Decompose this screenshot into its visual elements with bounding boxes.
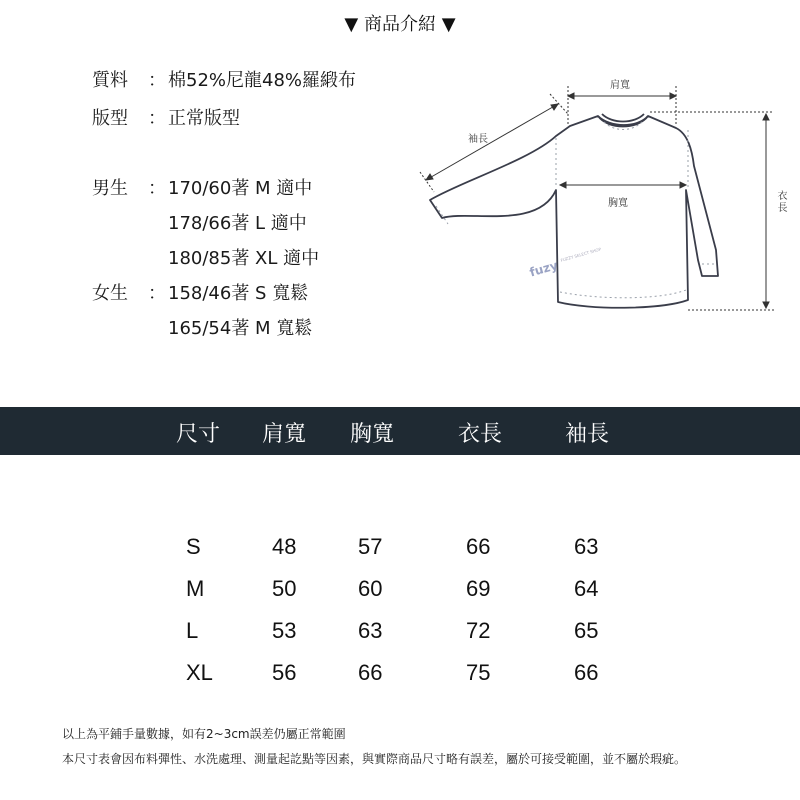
hem-line (560, 290, 686, 298)
table-cell: XL (186, 660, 213, 685)
table-cell: 60 (358, 576, 383, 601)
table-cell: 50 (272, 576, 297, 601)
garment-diagram (410, 70, 790, 330)
fit-value: 正常版型 (168, 108, 240, 129)
arrow-icon (551, 104, 558, 110)
female-label: 女生 (92, 283, 128, 304)
arrow-icon (763, 302, 769, 308)
fit-label: 版型 (92, 108, 128, 129)
length-label: 衣長 (775, 190, 786, 214)
colon: ： (148, 108, 166, 129)
table-cell: 53 (272, 618, 297, 643)
table-cell: 56 (272, 660, 297, 685)
table-cell: 66 (358, 660, 383, 685)
brand-subtext: FUZZY SELECT SHOP (560, 246, 602, 263)
footnote: 以上為平鋪手量數據，如有2~3cm誤差仍屬正常範圍 (62, 727, 346, 741)
table-cell: 72 (466, 618, 491, 643)
female-row (168, 314, 312, 340)
table-cell: 64 (574, 576, 599, 601)
table-cell: 66 (466, 534, 491, 559)
table-cell: 66 (574, 660, 599, 685)
header-chest: 胸寬 (350, 422, 395, 447)
arrow-icon (560, 182, 566, 188)
arrow-icon (568, 93, 574, 99)
header-sleeve: 袖長 (565, 422, 610, 447)
material-row (92, 66, 356, 92)
sweater-illustration (410, 70, 790, 330)
shoulder-label: 肩寬 (610, 80, 630, 91)
male-row (168, 209, 307, 235)
female-value: 165/54著 M 寬鬆 (168, 318, 313, 339)
chest-label: 胸寬 (608, 198, 628, 209)
sleeve-label: 袖長 (468, 134, 488, 145)
material-label: 質料 (92, 70, 128, 91)
male-label: 男生 (92, 178, 128, 199)
table-cell: 69 (466, 576, 491, 601)
header-size: 尺寸 (176, 422, 221, 447)
section-title: ▼ 商品介紹 ▼ (344, 14, 456, 35)
cuff-line (436, 206, 448, 224)
male-value: 170/60著 M 適中 (168, 178, 313, 199)
table-cell: S (186, 534, 201, 559)
colon: ： (148, 283, 166, 304)
arrow-icon (670, 93, 676, 99)
table-cell: 57 (358, 534, 383, 559)
brand-logo: fuzy (528, 258, 560, 280)
size-table-header (0, 407, 800, 455)
male-row (92, 174, 312, 200)
table-cell: 75 (466, 660, 491, 685)
material-value: 棉52%尼龍48%羅緞布 (168, 70, 357, 91)
header-length: 衣長 (458, 422, 503, 447)
table-cell: 65 (574, 618, 599, 643)
table-cell: 63 (574, 534, 599, 559)
male-row (168, 244, 319, 270)
male-value: 178/66著 L 適中 (168, 213, 307, 234)
table-cell: 48 (272, 534, 297, 559)
table-cell: L (186, 618, 199, 643)
sleeve-measure-line (426, 104, 558, 180)
fit-row (92, 104, 240, 130)
male-value: 180/85著 XL 適中 (168, 248, 320, 269)
colon: ： (148, 178, 166, 199)
table-cell: 63 (358, 618, 383, 643)
sleeve-tick (420, 172, 434, 192)
colon: ： (148, 70, 166, 91)
footnote: 本尺寸表會因布料彈性、水洗處理、測量起訖點等因素，與實際商品尺寸略有誤差，屬於可接受範圍，並不屬於瑕疵。 (62, 752, 687, 766)
sleeve-tick (550, 94, 568, 114)
arrow-icon (680, 182, 686, 188)
header-shoulder: 肩寬 (262, 422, 307, 447)
female-row (92, 279, 308, 305)
table-cell: M (186, 576, 205, 601)
arrow-icon (763, 114, 769, 120)
arrow-icon (426, 174, 433, 180)
female-value: 158/46著 S 寬鬆 (168, 283, 309, 304)
